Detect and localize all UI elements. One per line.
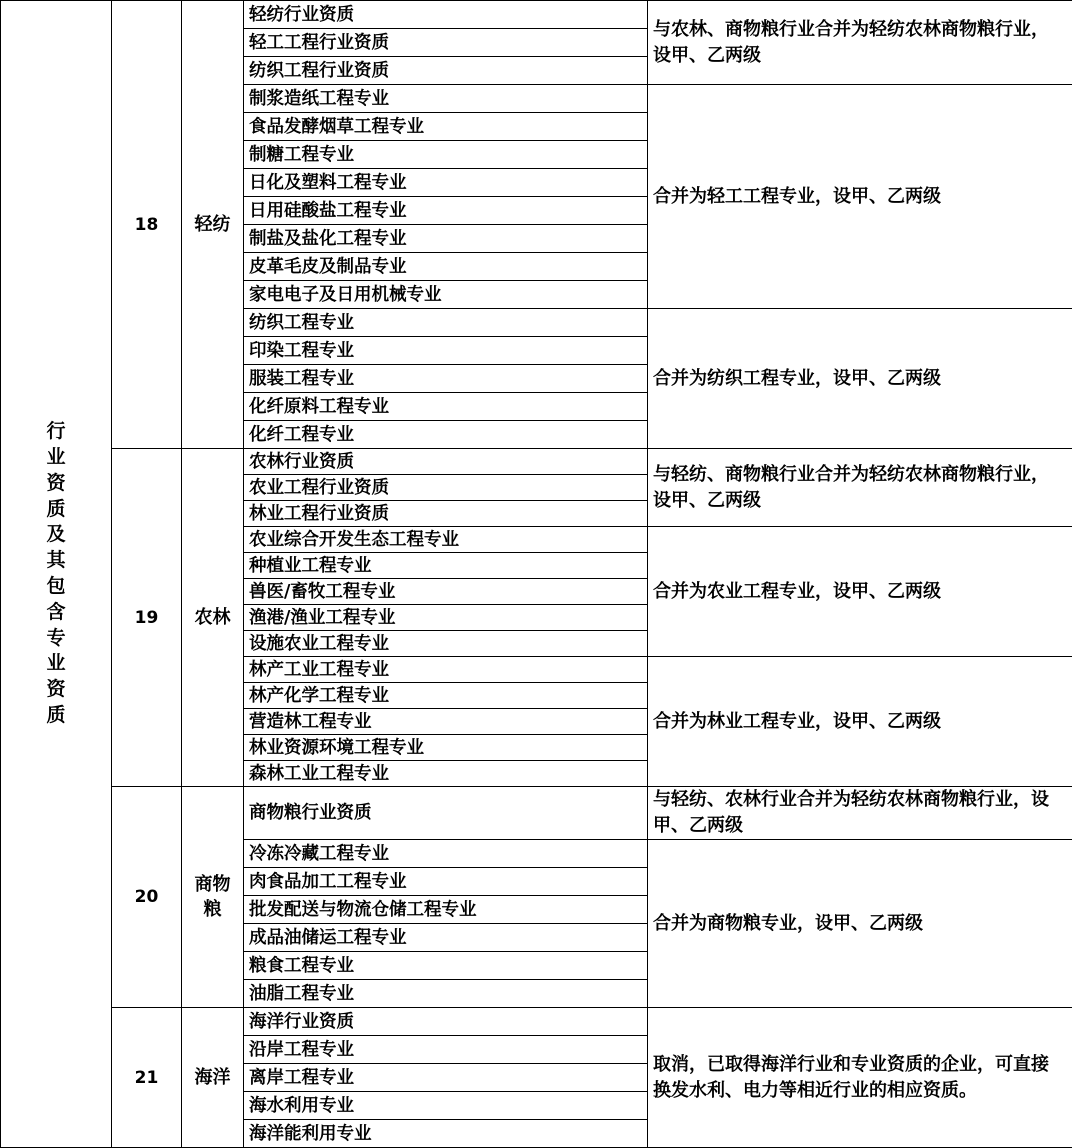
qualification-item: 制浆造纸工程专业 xyxy=(244,85,648,113)
qualification-item: 兽医/畜牧工程专业 xyxy=(244,579,648,605)
qualification-item: 化纤工程专业 xyxy=(244,421,648,449)
industry-label: 轻纺 xyxy=(195,212,231,237)
adjustment-note: 与轻纺、农林行业合并为轻纺农林商物粮行业，设甲、乙两级 xyxy=(648,787,1072,840)
industry-label: 农林 xyxy=(195,605,231,630)
industry-name xyxy=(182,449,244,787)
adjustment-note: 合并为轻工工程专业，设甲、乙两级 xyxy=(648,85,1072,309)
group-number: 20 xyxy=(112,787,182,1008)
qualification-item: 肉食品加工工程专业 xyxy=(244,868,648,896)
qualification-item: 林业资源环境工程专业 xyxy=(244,735,648,761)
qualification-item: 森林工业工程专业 xyxy=(244,761,648,787)
qualification-item: 纺织工程行业资质 xyxy=(244,57,648,85)
qualification-item: 成品油储运工程专业 xyxy=(244,924,648,952)
qualification-item: 日化及塑料工程专业 xyxy=(244,169,648,197)
adjustment-note: 与农林、商物粮行业合并为轻纺农林商物粮行业，设甲、乙两级 xyxy=(648,1,1072,85)
qualification-item: 日用硅酸盐工程专业 xyxy=(244,197,648,225)
qualification-item: 皮革毛皮及制品专业 xyxy=(244,253,648,281)
adjustment-note: 取消，已取得海洋行业和专业资质的企业，可直接换发水利、电力等相近行业的相应资质。 xyxy=(648,1008,1072,1148)
adjustment-note: 合并为林业工程专业，设甲、乙两级 xyxy=(648,657,1072,787)
qualification-item: 化纤原料工程专业 xyxy=(244,393,648,421)
qualification-item: 轻纺行业资质 xyxy=(244,1,648,29)
qualification-item: 商物粮行业资质 xyxy=(244,787,648,840)
qualification-item: 种植业工程专业 xyxy=(244,553,648,579)
qualification-item: 冷冻冷藏工程专业 xyxy=(244,840,648,868)
qualification-item: 轻工工程行业资质 xyxy=(244,29,648,57)
qualification-item: 家电电子及日用机械专业 xyxy=(244,281,648,309)
qualification-item: 食品发酵烟草工程专业 xyxy=(244,113,648,141)
industry-label: 商物粮 xyxy=(193,872,233,922)
qualification-item: 制糖工程专业 xyxy=(244,141,648,169)
qualification-item: 林业工程行业资质 xyxy=(244,501,648,527)
qualification-item: 海洋能利用专业 xyxy=(244,1120,648,1148)
industry-name xyxy=(182,1008,244,1148)
qualification-item: 海洋行业资质 xyxy=(244,1008,648,1036)
qualification-item: 农林行业资质 xyxy=(244,449,648,475)
qualification-item: 制盐及盐化工程专业 xyxy=(244,225,648,253)
adjustment-note: 与轻纺、商物粮行业合并为轻纺农林商物粮行业，设甲、乙两级 xyxy=(648,449,1072,527)
group-number: 21 xyxy=(112,1008,182,1148)
qualification-item: 渔港/渔业工程专业 xyxy=(244,605,648,631)
group-number: 19 xyxy=(112,449,182,787)
industry-name xyxy=(182,1,244,449)
group-number: 18 xyxy=(112,1,182,449)
qualification-item: 沿岸工程专业 xyxy=(244,1036,648,1064)
adjustment-note: 合并为商物粮专业，设甲、乙两级 xyxy=(648,840,1072,1008)
qualification-item: 林产工业工程专业 xyxy=(244,657,648,683)
qualification-item: 纺织工程专业 xyxy=(244,309,648,337)
table-row xyxy=(1,1008,1072,1036)
qualification-item: 粮食工程专业 xyxy=(244,952,648,980)
table-row xyxy=(1,1,1072,29)
table-row xyxy=(1,449,1072,475)
qualification-item: 农业工程行业资质 xyxy=(244,475,648,501)
qualification-item: 林产化学工程专业 xyxy=(244,683,648,709)
qualification-item: 印染工程专业 xyxy=(244,337,648,365)
industry-name xyxy=(182,787,244,1008)
qualification-item: 离岸工程专业 xyxy=(244,1064,648,1092)
adjustment-note: 合并为农业工程专业，设甲、乙两级 xyxy=(648,527,1072,657)
category-cell xyxy=(1,1,112,1148)
qualification-item: 油脂工程专业 xyxy=(244,980,648,1008)
qualification-item: 农业综合开发生态工程专业 xyxy=(244,527,648,553)
category-label: 行业资质及其包含专业资质 xyxy=(45,419,67,729)
adjustment-note: 合并为纺织工程专业，设甲、乙两级 xyxy=(648,309,1072,449)
qualification-item: 设施农业工程专业 xyxy=(244,631,648,657)
qualification-item: 营造林工程专业 xyxy=(244,709,648,735)
qualification-item: 海水利用专业 xyxy=(244,1092,648,1120)
qualification-item: 批发配送与物流仓储工程专业 xyxy=(244,896,648,924)
qualification-item: 服装工程专业 xyxy=(244,365,648,393)
industry-label: 海洋 xyxy=(195,1065,231,1090)
table-row xyxy=(1,787,1072,840)
